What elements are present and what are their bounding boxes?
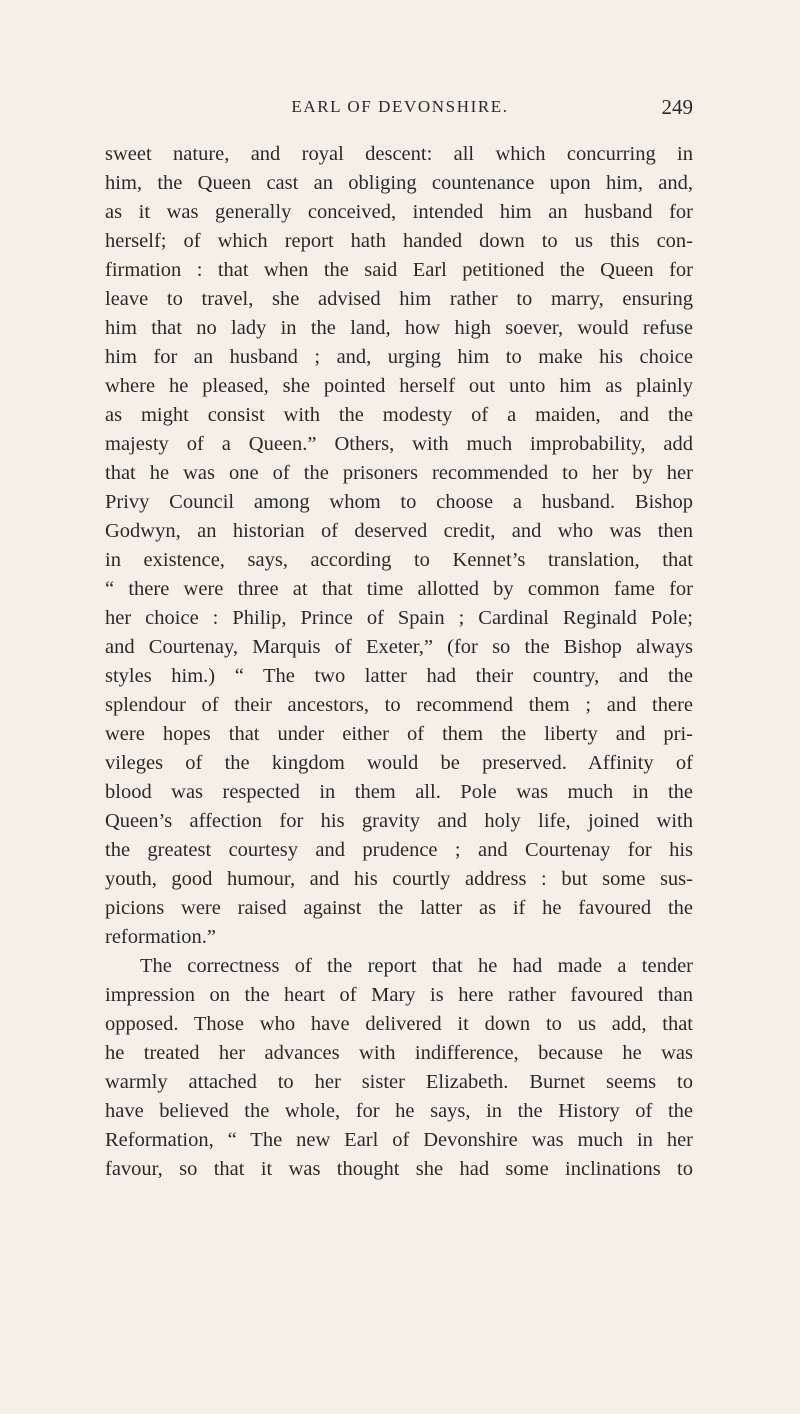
text-line: Queen’s affection for his gravity and holy life, joined with: [105, 810, 693, 832]
text-line: styles him.) “ The two latter had their country, and the: [105, 665, 693, 687]
text-line: him that no lady in the land, how high soever, would refuse: [105, 317, 693, 339]
text-line: in existence, says, according to Kennet’s translation, that: [105, 549, 693, 571]
text-line: as it was generally conceived, intended him an husband for: [105, 201, 693, 223]
text-line: splendour of their ancestors, to recommend them ; and there: [105, 694, 693, 716]
text-line: vileges of the kingdom would be preserved. Affinity of: [105, 752, 693, 774]
text-line: where he pleased, she pointed herself out unto him as plainly: [105, 375, 693, 397]
text-line: he treated her advances with indifference, because he was: [105, 1042, 693, 1064]
text-line: her choice : Philip, Prince of Spain ; Cardinal Reginald Pole;: [105, 607, 693, 629]
text-line: firmation : that when the said Earl petitioned the Queen for: [105, 259, 693, 281]
text-line: were hopes that under either of them the liberty and pri-: [105, 723, 693, 745]
running-title: EARL OF DEVONSHIRE.: [291, 97, 509, 116]
text-line: the greatest courtesy and prudence ; and Courtenay for his: [105, 839, 693, 861]
text-line: Privy Council among whom to choose a husband. Bishop: [105, 491, 693, 513]
text-line: have believed the whole, for he says, in the History of the: [105, 1100, 693, 1122]
text-line: that he was one of the prisoners recommended to her by her: [105, 462, 693, 484]
text-line: youth, good humour, and his courtly address : but some sus-: [105, 868, 693, 890]
text-line: as might consist with the modesty of a maiden, and the: [105, 404, 693, 426]
text-line: warmly attached to her sister Elizabeth. Burnet seems to: [105, 1071, 693, 1093]
body-text: [105, 140, 693, 1184]
running-head: [0, 94, 800, 120]
paragraph-end-line: reformation.”: [105, 926, 216, 948]
paragraph-start-line: The correctness of the report that he had made a tender: [140, 955, 693, 977]
page-number: 249: [661, 95, 693, 119]
text-line: him for an husband ; and, urging him to make his choice: [105, 346, 693, 368]
text-line: picions were raised against the latter as if he favoured the: [105, 897, 693, 919]
text-line: impression on the heart of Mary is here rather favoured than: [105, 984, 693, 1006]
text-line: opposed. Those who have delivered it down to us add, that: [105, 1013, 693, 1035]
text-line: him, the Queen cast an obliging countenance upon him, and,: [105, 172, 693, 194]
text-line: herself; of which report hath handed down to us this con-: [105, 230, 693, 252]
text-line: majesty of a Queen.” Others, with much improbability, add: [105, 433, 693, 455]
text-line: favour, so that it was thought she had some inclinations to: [105, 1158, 693, 1180]
text-line: leave to travel, she advised him rather to marry, ensuring: [105, 288, 693, 310]
text-line: blood was respected in them all. Pole was much in the: [105, 781, 693, 803]
text-line: Godwyn, an historian of deserved credit, and who was then: [105, 520, 693, 542]
text-line: “ there were three at that time allotted by common fame for: [105, 578, 693, 600]
text-line: Reformation, “ The new Earl of Devonshire was much in her: [105, 1129, 693, 1151]
text-line: sweet nature, and royal descent: all which concurring in: [105, 143, 693, 165]
text-line: and Courtenay, Marquis of Exeter,” (for so the Bishop always: [105, 636, 693, 658]
